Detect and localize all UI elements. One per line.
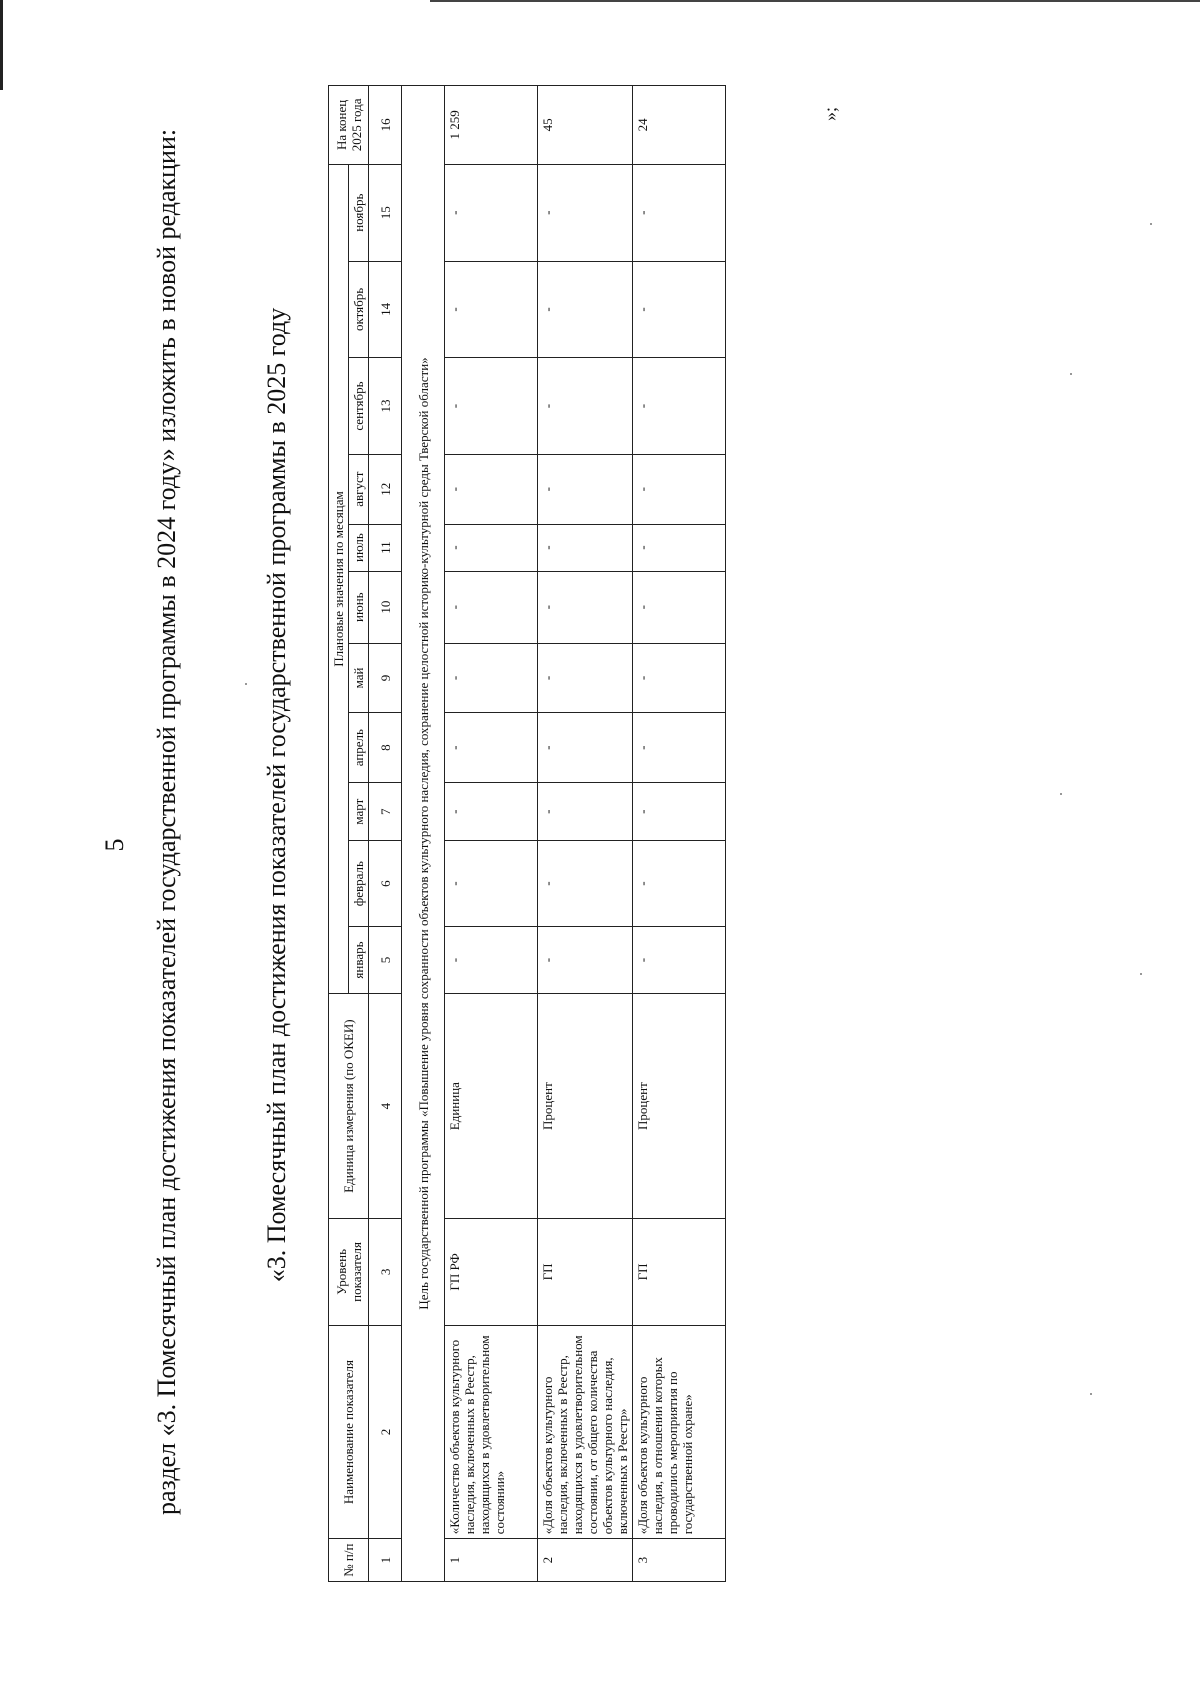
month-value: - — [633, 454, 726, 524]
month-value: - — [445, 782, 538, 840]
header-month: июнь — [349, 571, 369, 643]
column-number: 15 — [369, 164, 402, 261]
section-title: «3. Помесячный план достижения показателей государственной программы в 2025 году — [262, 307, 291, 1283]
indicator-level: ГП — [633, 1219, 726, 1326]
header-num: № п/п — [329, 1539, 369, 1582]
month-value: - — [445, 164, 538, 261]
month-value: - — [538, 926, 633, 993]
column-number: 11 — [369, 524, 402, 571]
column-number: 10 — [369, 571, 402, 643]
column-number: 8 — [369, 713, 402, 783]
indicator-unit: Процент — [538, 994, 633, 1219]
table-row — [445, 86, 538, 1582]
indicator-name: «Доля объектов культурного наследия, в отношении которых проводились мероприятия по государственной охране» — [633, 1325, 726, 1539]
header-month: март — [349, 782, 369, 840]
indicator-unit: Единица — [445, 994, 538, 1219]
month-value: - — [538, 643, 633, 713]
header-end-of-year: На конец 2025 года — [329, 86, 369, 165]
header-month: май — [349, 643, 369, 713]
month-value: - — [633, 782, 726, 840]
month-value: - — [538, 454, 633, 524]
column-number: 7 — [369, 782, 402, 840]
month-value: - — [445, 358, 538, 455]
program-goal: Цель государственной программы «Повышение уровня сохранности объектов культурного наследия, сохранение целостной историко-культурной среды Тверской области» — [402, 86, 445, 1582]
header-month: июль — [349, 524, 369, 571]
end-of-year-value: 24 — [633, 86, 726, 165]
header-unit: Единица измерения (по ОКЕИ) — [329, 994, 369, 1219]
column-number: 16 — [369, 86, 402, 165]
month-value: - — [633, 926, 726, 993]
header-month: апрель — [349, 713, 369, 783]
header-month: февраль — [349, 841, 369, 926]
month-value: - — [633, 643, 726, 713]
row-number: 1 — [445, 1539, 538, 1582]
column-number: 1 — [369, 1539, 402, 1582]
month-value: - — [633, 261, 726, 358]
column-number-row — [369, 86, 402, 1582]
month-value: - — [633, 713, 726, 783]
month-value: - — [633, 841, 726, 926]
column-number: 14 — [369, 261, 402, 358]
end-of-year-value: 1 259 — [445, 86, 538, 165]
scan-speck — [1070, 373, 1072, 375]
month-value: - — [445, 524, 538, 571]
header-plan-group: Плановые значения по месяцам — [329, 164, 349, 993]
header-month: ноябрь — [349, 164, 369, 261]
column-number: 12 — [369, 454, 402, 524]
month-value: - — [633, 164, 726, 261]
month-value: - — [538, 261, 633, 358]
page-number: 5 — [100, 838, 129, 852]
month-value: - — [538, 164, 633, 261]
indicator-unit: Процент — [633, 994, 726, 1219]
table-row — [633, 86, 726, 1582]
month-value: - — [538, 841, 633, 926]
month-value: - — [445, 713, 538, 783]
scan-speck — [1090, 1393, 1092, 1395]
month-value: - — [538, 782, 633, 840]
month-value: - — [445, 454, 538, 524]
header-name: Наименование показателя — [329, 1325, 369, 1539]
goal-row — [402, 86, 445, 1582]
month-value: - — [445, 261, 538, 358]
scan-speck — [1140, 973, 1142, 975]
month-value: - — [538, 524, 633, 571]
column-number: 6 — [369, 841, 402, 926]
scan-speck — [1060, 793, 1062, 795]
header-month: август — [349, 454, 369, 524]
indicator-name: «Доля объектов культурного наследия, включенных в Реестр, находящихся в удовлетворительном состоянии, от общего количества объектов культурного наследия, включенных в Реестр» — [538, 1325, 633, 1539]
column-number: 9 — [369, 643, 402, 713]
month-value: - — [633, 524, 726, 571]
header-month: октябрь — [349, 261, 369, 358]
indicator-name: «Количество объектов культурного наследия, включенных в Реестр, находящихся в удовлетворительном состоянии» — [445, 1325, 538, 1539]
column-number: 13 — [369, 358, 402, 455]
indicator-level: ГП РФ — [445, 1219, 538, 1326]
column-number: 4 — [369, 994, 402, 1219]
month-value: - — [633, 571, 726, 643]
scan-speck — [1150, 223, 1152, 225]
column-number: 3 — [369, 1219, 402, 1326]
month-value: - — [445, 926, 538, 993]
month-value: - — [445, 643, 538, 713]
month-value: - — [538, 713, 633, 783]
row-number: 2 — [538, 1539, 633, 1582]
header-month: январь — [349, 926, 369, 993]
month-value: - — [633, 358, 726, 455]
header-month: сентябрь — [349, 358, 369, 455]
column-number: 5 — [369, 926, 402, 993]
scan-speck — [245, 683, 247, 685]
month-value: - — [538, 358, 633, 455]
header-level: Уровень показателя — [329, 1219, 369, 1326]
end-of-year-value: 45 — [538, 86, 633, 165]
indicator-level: ГП — [538, 1219, 633, 1326]
month-value: - — [445, 571, 538, 643]
column-number: 2 — [369, 1325, 402, 1539]
row-number: 3 — [633, 1539, 726, 1582]
table-row — [538, 86, 633, 1582]
monthly-plan-table — [328, 85, 726, 1582]
month-value: - — [445, 841, 538, 926]
intro-text: раздел «3. Помесячный план достижения показателей государственной программы в 2024 году» изложить в новой редакции: — [152, 128, 181, 1515]
closing-quote: »; — [820, 106, 840, 121]
month-value: - — [538, 571, 633, 643]
